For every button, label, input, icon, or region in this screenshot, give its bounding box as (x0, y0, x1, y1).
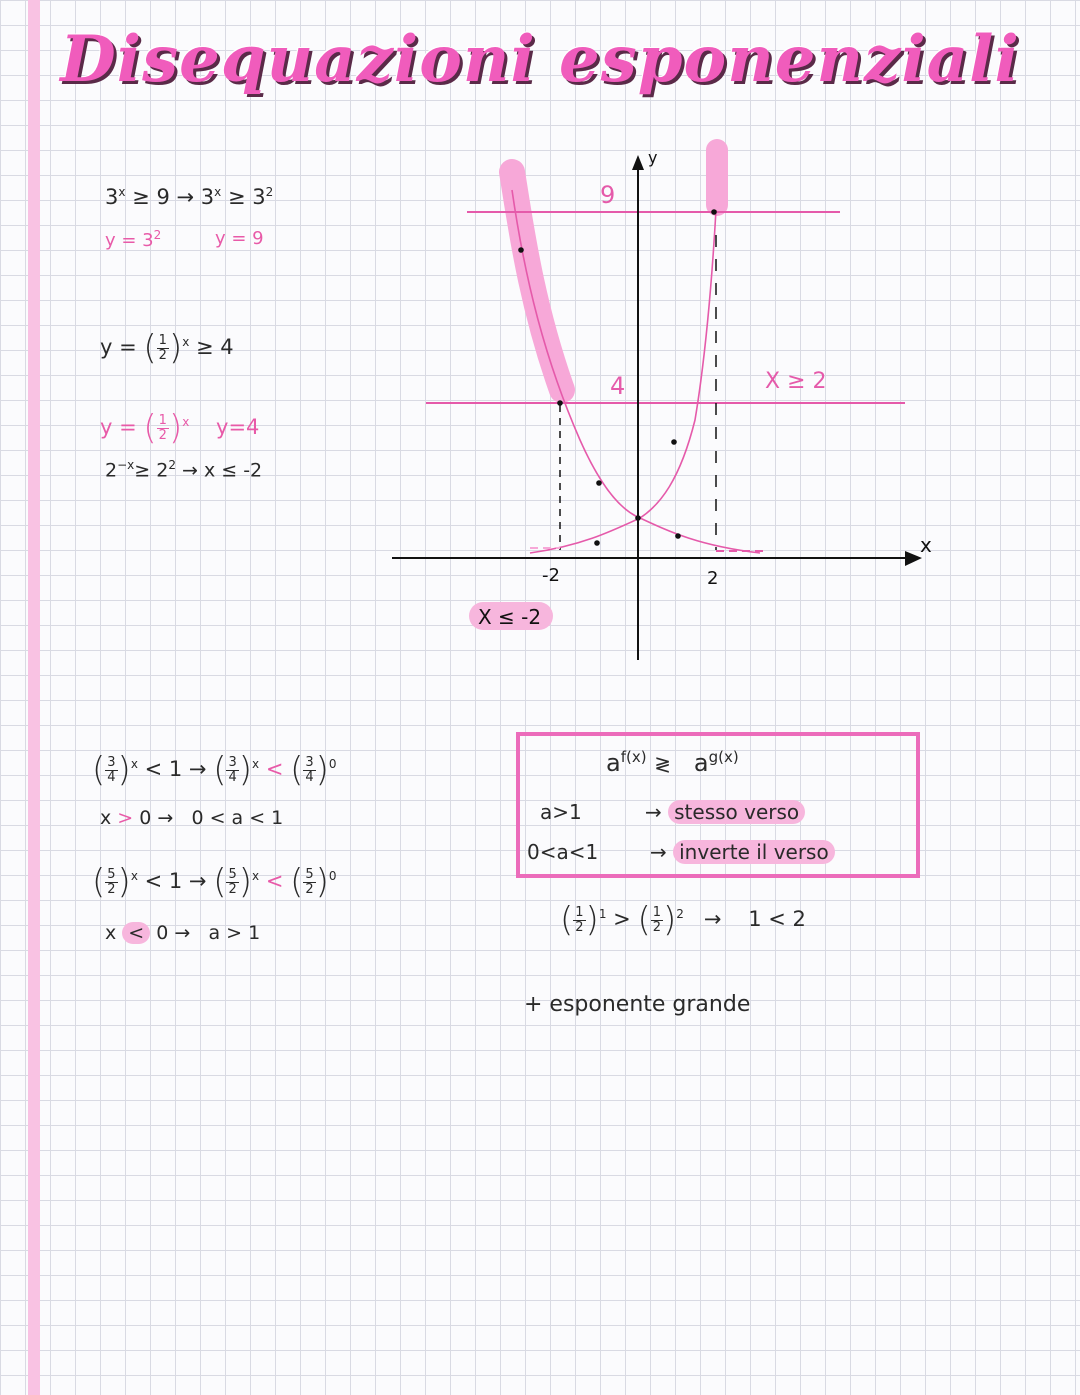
ex1-y1: $y = 3^2$ (105, 228, 162, 251)
rule-case2-result: → inverte il verso (650, 840, 835, 864)
curve-point (518, 247, 524, 253)
page-title: Disequazioni esponenziali (60, 22, 1020, 97)
curve-point (675, 533, 681, 539)
y-axis-arrow-icon (632, 155, 644, 170)
x-axis-label: x (920, 533, 932, 557)
label-neg2: -2 (542, 565, 560, 586)
y-axis-label: y (648, 148, 658, 167)
label-4: 4 (610, 372, 626, 400)
curve-point (557, 400, 563, 406)
curve-point (596, 480, 602, 486)
rule-case1-result: → stesso verso (645, 800, 805, 824)
ex3-line2: x > 0 → 0 < a < 1 (100, 807, 284, 829)
rule-case2: 0<a<1 (527, 840, 599, 864)
left-curve-highlight (512, 172, 562, 390)
curve-point (671, 439, 677, 445)
rule-case1: a>1 (540, 800, 582, 824)
ex4-line1: ( $\frac{5}{2}$ )$^x$ < 1 → ( $\frac{5}{2}$ )$^x$ < ( $\frac{5}{2}$ )$^0$ (92, 862, 337, 902)
annotation-x-le-neg2: X ≤ -2 (478, 605, 542, 629)
curve-point (635, 515, 641, 521)
curve-point (594, 540, 600, 546)
ex2-line3: $2^{-x}\ge 2^2 \to x \le -2$ (105, 458, 263, 482)
curve-point (711, 209, 717, 215)
label-9: 9 (600, 181, 616, 209)
ex2-line1: y = ( $\frac{1}{2}$ )$^x$ ≥ 4 (100, 328, 234, 368)
label-2: 2 (707, 568, 719, 589)
rule-formula: $a^{f(x)}$ ≷ $a^{g(x)}$ (606, 748, 739, 777)
ex3-line1: ( $\frac{3}{4}$ )$^x$ < 1 → ( $\frac{3}{4}$ )$^x$ < ( $\frac{3}{4}$ )$^0$ (92, 750, 337, 790)
footer-note: + esponente grande (524, 992, 751, 1017)
example-comparison: ( $\frac{1}{2}$ )$^1$ > ( $\frac{1}{2}$ )$^2$ → 1 < 2 (560, 900, 806, 940)
ex2-pink-line: y = ( $\frac{1}{2}$ )$^x$ y=4 (100, 408, 260, 448)
ex1-line1: $3^x \ge 9 \to 3^x \ge 3^2$ (105, 185, 274, 209)
annotation-x-ge-2: X ≥ 2 (765, 369, 827, 394)
ex4-line2: x < 0 → a > 1 (105, 922, 261, 944)
ex1-y2: y = 9 (215, 228, 264, 249)
